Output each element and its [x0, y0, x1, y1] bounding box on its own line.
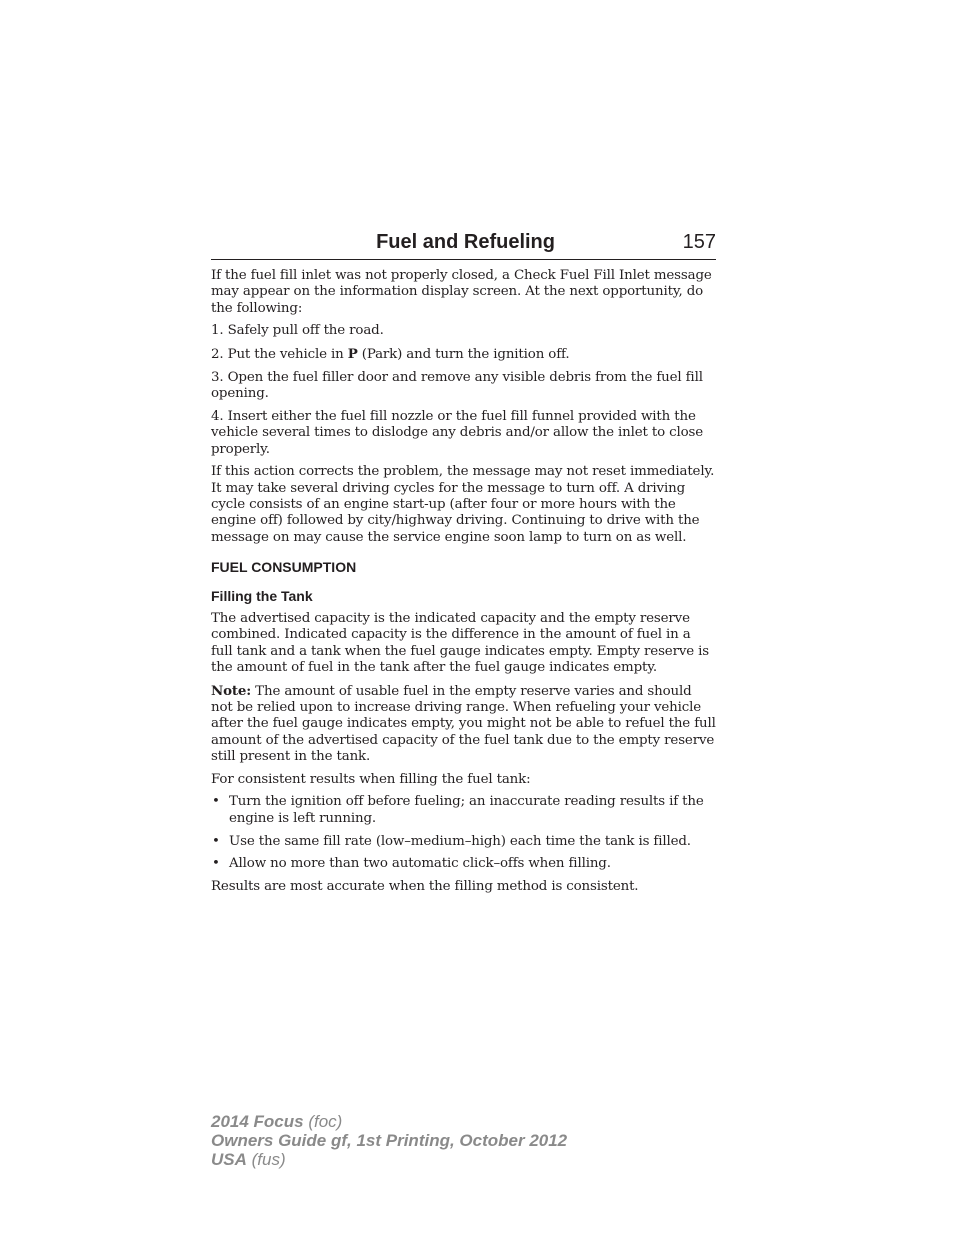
step-2-text-before: 2. Put the vehicle in: [211, 347, 348, 363]
list-item: [211, 834, 716, 850]
bullet-icon: •: [212, 833, 220, 849]
list-item: [211, 794, 716, 827]
footer-model-line: [211, 1112, 567, 1131]
chapter-title: Fuel and Refueling: [376, 231, 555, 253]
note-paragraph: [211, 683, 716, 765]
step-3: 3. Open the fuel filler door and remove any visible debris from the fuel fill opening.: [211, 369, 703, 402]
page-footer: [211, 1112, 567, 1169]
manual-page: [211, 228, 716, 902]
step-2-text-after: (Park) and turn the ignition off.: [357, 347, 570, 363]
step-4: 4. Insert either the fuel fill nozzle or the fuel fill funnel provided with the vehicle several times to dislodge any debris and/or allow the inlet to close properly.: [211, 409, 704, 457]
intro-paragraph: If the fuel fill inlet was not properly closed, a Check Fuel Fill Inlet message may appear on the information display screen. At the next opportunity, do the following:: [211, 268, 712, 316]
footer-model-code: (foc): [308, 1112, 343, 1131]
park-letter: P: [347, 346, 358, 363]
step-1: 1. Safely pull off the road.: [211, 323, 384, 339]
bullet-icon: •: [212, 794, 220, 810]
after-steps-paragraph: If this action corrects the problem, the message may not reset immediately. It may take several driving cycles for the message to turn off. A driving cycle consists of an engine start-up (after four or more hours with the engine off) followed by city/highway driving. Continuing to drive with the message on may cause the service engine soon lamp to turn on as well.: [211, 464, 715, 545]
subheading: Filling the Tank: [211, 587, 313, 604]
note-text: The amount of usable fuel in the empty reserve varies and should not be relied upon to increase driving range. When refueling your vehicle after the fuel gauge indicates empty, you might not be able to refuel the full amount of the advertised capacity of the fuel tank due to the empty reserve still present in the tank.: [211, 683, 716, 764]
bullet-text: Use the same fill rate (low–medium–high) each time the tank is filled.: [229, 833, 691, 849]
footer-market-line: [211, 1150, 567, 1169]
page-number: 157: [682, 231, 716, 253]
footer-market: USA: [211, 1150, 247, 1169]
page-body: [211, 260, 716, 895]
bullet-text: Turn the ignition off before fueling; an inaccurate reading results if the engine is left running.: [229, 794, 704, 826]
section-heading: FUEL CONSUMPTION: [211, 558, 357, 575]
footer-model: 2014 Focus: [211, 1112, 304, 1131]
bullet-text: Allow no more than two automatic click–offs when filling.: [229, 856, 611, 872]
step-2: [211, 346, 716, 363]
closing-paragraph: Results are most accurate when the filling method is consistent.: [211, 879, 639, 895]
bullet-icon: •: [212, 856, 220, 872]
bullet-list: [211, 794, 716, 872]
footer-guide: Owners Guide gf, 1st Printing, October 2012: [211, 1131, 568, 1150]
consistent-intro: For consistent results when filling the fuel tank:: [211, 771, 531, 787]
note-label: Note:: [211, 682, 252, 699]
page-header: [211, 228, 716, 260]
list-item: [211, 856, 716, 872]
capacity-paragraph: The advertised capacity is the indicated capacity and the empty reserve combined. Indicated capacity is the difference in the amount of fuel in a full tank and a tank when the fuel gauge indicates empty. Empty reserve is the amount of fuel in the tank after the fuel gauge indicates empty.: [211, 610, 709, 675]
footer-market-code: (fus): [251, 1150, 286, 1169]
